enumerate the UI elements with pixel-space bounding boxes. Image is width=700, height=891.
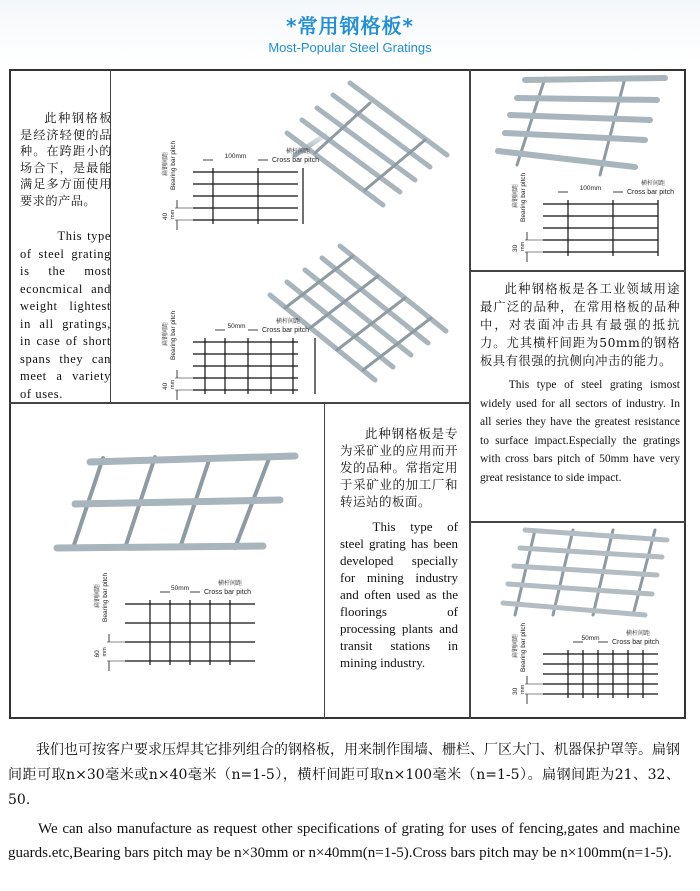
pitch-diagram-3 — [508, 172, 675, 266]
panel-3-text-zh: 此种钢格板是专为采矿业的应用而开发的品种。常指定用于采矿业的加工厂和转运站的板面。 — [340, 426, 458, 509]
pitch-diagram-svg — [508, 172, 675, 262]
divider — [470, 521, 686, 523]
bearing-pitch-value: 40 — [162, 212, 169, 220]
cross-pitch-value: 50mm — [170, 585, 190, 592]
cross-pitch-value: 100mm — [224, 153, 247, 160]
cross-pitch-label-en: Cross bar pitch — [272, 157, 320, 164]
panel-2-text-zh: 此种钢格板是各工业领域用途最广泛的品种，在常用格板的品种中，对表面冲击具有最强的抵抗力。尤其横杆间距为50mm的钢格板具有很强的抗侧向冲击的能力。 — [480, 282, 680, 368]
bearing-pitch-value: 30 — [512, 244, 519, 252]
bearing-pitch-label-en: Bearing bar pitch — [170, 140, 177, 190]
bearing-pitch-label-en: Bearing bar pitch — [170, 310, 177, 360]
bearing-pitch-unit: mm — [170, 209, 176, 219]
pitch-diagram-svg — [508, 622, 668, 712]
footer-text-zh-box — [8, 738, 680, 813]
page-title: *常用钢格板* — [286, 14, 414, 38]
cross-pitch-label-zh: 横杆间距 — [276, 319, 301, 325]
cross-pitch-label-zh: 横杆间距 — [218, 581, 243, 587]
divider — [470, 270, 686, 272]
bearing-pitch-label-zh: 扁钢间距 — [95, 583, 101, 608]
cross-pitch-value: 50mm — [227, 323, 246, 330]
panel-1-text — [20, 110, 140, 209]
bearing-pitch-label-en: Bearing bar pitch — [520, 172, 527, 222]
bearing-pitch-unit: mm — [170, 379, 176, 389]
cross-pitch-value: 100mm — [579, 185, 602, 192]
footer-text-zh: 我们也可按客户要求压焊其它排列组合的钢格板，用来制作围墙、栅栏、厂区大门、机器保护罩等。扁钢间距可取n×30毫米或n×40毫米（n=1-5），横杆间距可取n×100毫米（n=1-5）。扁钢间距为21、32、50. — [8, 742, 680, 808]
bearing-pitch-label-zh: 扁钢间距 — [163, 151, 169, 176]
grating-image-5 — [495, 525, 675, 620]
cross-pitch-label-zh: 横杆间距 — [286, 149, 311, 155]
pitch-diagram-4 — [90, 572, 265, 681]
pitch-diagram-svg — [90, 572, 265, 677]
divider — [324, 403, 325, 719]
bearing-pitch-unit: mm — [520, 241, 526, 251]
panel-3-text-en: This type of steel grating has been developed specially for mining industry and often used as the floorings of processing plants and transit stations in mining industry. — [340, 519, 458, 670]
cross-pitch-label-en: Cross bar pitch — [204, 589, 252, 596]
footer-text-en: We can also manufacture as request other specifications of grating for uses of fencing,gates and machine guards.etc,Bearing bars pitch may be n×30mm or n×40mm(n=1-5).Cross bars pitch may be n×100mm(n=1-5). — [8, 821, 680, 861]
grating-image-3 — [495, 75, 675, 180]
panel-3-text — [340, 425, 458, 671]
cross-pitch-label-zh: 横杆间距 — [626, 631, 651, 637]
grating-image-4 — [45, 450, 305, 555]
bearing-pitch-value: 40 — [162, 382, 169, 390]
panel-1-text-en-box — [20, 228, 111, 403]
bearing-pitch-unit: mm — [520, 684, 526, 694]
pitch-diagram-svg — [158, 140, 320, 220]
bearing-pitch-label-zh: 扁钢间距 — [163, 321, 169, 346]
bearing-pitch-label-zh: 扁钢间距 — [513, 633, 519, 658]
cross-pitch-label-zh: 横杆间距 — [641, 181, 666, 187]
bearing-pitch-unit: mm — [102, 647, 108, 657]
cross-pitch-label-en: Cross bar pitch — [612, 639, 660, 646]
cross-pitch-label-en: Cross bar pitch — [262, 327, 310, 334]
panel-1-text-en: This type of steel grating is the most econcmical and weight lightest in all gratings, in case of short spans they can meet a variety of uses. — [20, 229, 111, 401]
divider — [469, 69, 471, 719]
grating-image-1 — [285, 75, 465, 215]
panel-2-text — [480, 280, 680, 487]
cross-pitch-value: 50mm — [581, 635, 600, 642]
bearing-pitch-value: 60 — [94, 650, 101, 658]
bearing-pitch-label-zh: 扁钢间距 — [513, 183, 519, 208]
page-subtitle: Most-Popular Steel Gratings — [268, 40, 432, 55]
panel-2-text-en: This type of steel grating ismost widely used for all sectors of industry. In all series they have the greatest resistance to surface impact.Especially the gratings with cross bars pitch of 50mm have very great resistance to side impact. — [480, 379, 680, 484]
pitch-diagram-2 — [158, 310, 308, 399]
pitch-diagram-5 — [508, 622, 668, 716]
panel-1-text-zh: 此种钢格板是经济轻便的品种。在跨距小的场合下，是最能满足多方面使用要求的产品。 — [20, 111, 112, 208]
footer-text-en-box — [8, 817, 680, 865]
bearing-pitch-label-en: Bearing bar pitch — [102, 572, 109, 622]
bearing-pitch-label-en: Bearing bar pitch — [520, 622, 527, 672]
cross-pitch-label-en: Cross bar pitch — [627, 189, 675, 196]
pitch-diagram-svg — [158, 310, 308, 395]
pitch-diagram-1 — [158, 140, 320, 222]
bearing-pitch-value: 30 — [512, 687, 519, 695]
